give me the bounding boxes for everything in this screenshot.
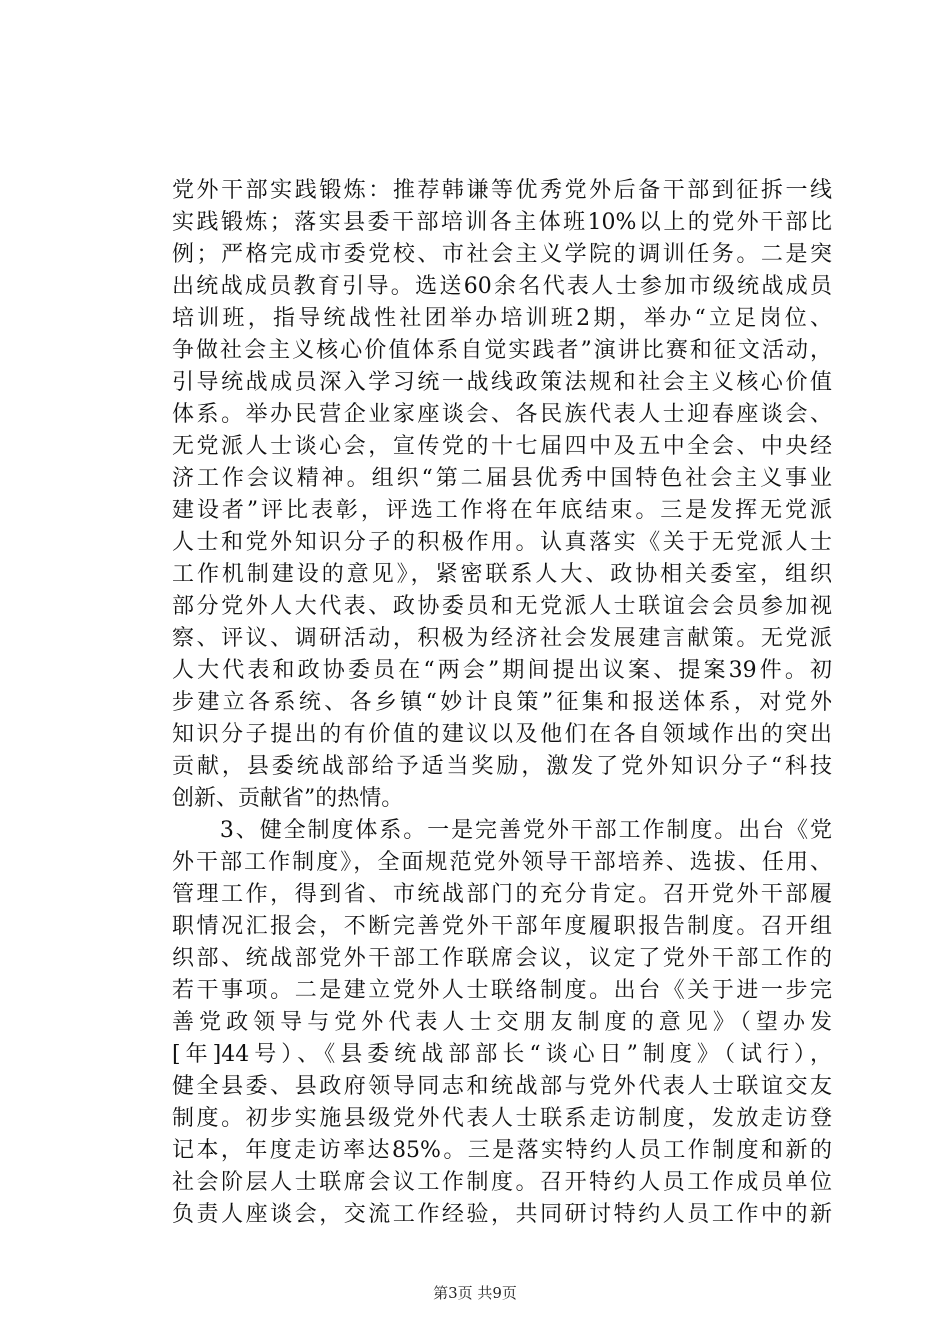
text-line: 无党派人士谈心会，宣传党的十七届四中及五中全会、中央经 — [172, 434, 832, 459]
text-line: 争做社会主义核心价值体系自觉实践者”演讲比赛和征文活动， — [172, 338, 832, 363]
text-line: 工作机制建设的意见》，紧密联系人大、政协相关委室，组织 — [172, 562, 832, 587]
text-line: 察、评议、调研活动，积极为经济社会发展建言献策。无党派 — [172, 626, 832, 651]
text-line: 部分党外人大代表、政协委员和无党派人士联谊会会员参加视 — [172, 594, 832, 619]
text-line: 步建立各系统、各乡镇“妙计良策”征集和报送体系，对党外 — [172, 690, 832, 715]
text-line: 体系。举办民营企业家座谈会、各民族代表人士迎春座谈会、 — [172, 402, 832, 427]
text-line: 管理工作，得到省、市统战部门的充分肯定。召开党外干部履 — [172, 882, 832, 907]
text-line: 社会阶层人士联席会议工作制度。召开特约人员工作成员单位 — [172, 1170, 832, 1195]
text-line: 培训班，指导统战性社团举办培训班2期，举办“立足岗位、 — [172, 306, 832, 331]
text-line: 制度。初步实施县级党外代表人士联系走访制度，发放走访登 — [172, 1106, 832, 1131]
text-line: 建设者”评比表彰，评选工作将在年底结束。三是发挥无党派 — [172, 498, 832, 523]
text-line: 党外干部实践锻炼：推荐韩谦等优秀党外后备干部到征拆一线 — [172, 178, 832, 203]
text-line: 记本，年度走访率达85%。三是落实特约人员工作制度和新的 — [172, 1138, 832, 1163]
text-line: 职情况汇报会，不断完善党外干部年度履职报告制度。召开组 — [172, 914, 832, 939]
text-line: 实践锻炼；落实县委干部培训各主体班10%以上的党外干部比 — [172, 210, 832, 235]
text-line: 济工作会议精神。组织“第二届县优秀中国特色社会主义事业 — [172, 466, 832, 491]
text-line: 人大代表和政协委员在“两会”期间提出议案、提案39件。初 — [172, 658, 832, 683]
text-line: 贡献，县委统战部给予适当奖励，激发了党外知识分子“科技 — [172, 754, 832, 779]
text-line: 3、健全制度体系。一是完善党外干部工作制度。出台《党 — [172, 818, 832, 843]
text-line: 外干部工作制度》，全面规范党外领导干部培养、选拔、任用、 — [172, 850, 832, 875]
text-line: 人士和党外知识分子的积极作用。认真落实《关于无党派人士 — [172, 530, 832, 555]
text-line: 出统战成员教育引导。选送60余名代表人士参加市级统战成员 — [172, 274, 832, 299]
text-line: 若干事项。二是建立党外人士联络制度。出台《关于进一步完 — [172, 978, 832, 1003]
text-line: [年]44号）、《县委统战部部长“谈心日”制度》（试行）， — [172, 1042, 832, 1067]
text-line: 负责人座谈会，交流工作经验，共同研讨特约人员工作中的新 — [172, 1202, 832, 1227]
text-line: 知识分子提出的有价值的建议以及他们在各自领域作出的突出 — [172, 722, 832, 747]
text-line: 善党政领导与党外代表人士交朋友制度的意见》（望办发 — [172, 1010, 832, 1035]
text-line: 例；严格完成市委党校、市社会主义学院的调训任务。二是突 — [172, 242, 832, 267]
page-footer: 第3页 共9页 — [433, 1284, 517, 1302]
text-line: 引导统战成员深入学习统一战线政策法规和社会主义核心价值 — [172, 370, 832, 395]
text-line: 健全县委、县政府领导同志和统战部与党外代表人士联谊交友 — [172, 1074, 832, 1099]
text-line: 创新、贡献省”的热情。 — [172, 786, 404, 811]
text-line: 织部、统战部党外干部工作联席会议，议定了党外干部工作的 — [172, 946, 832, 971]
body-text — [172, 175, 832, 1231]
